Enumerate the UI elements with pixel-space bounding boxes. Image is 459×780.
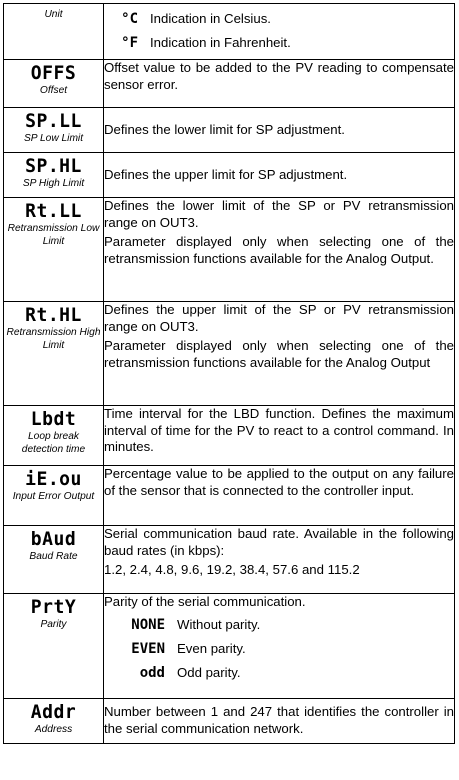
param-code: iE.ou: [25, 468, 82, 490]
param-label: SP High Limit: [22, 178, 85, 189]
param-cell: [4, 198, 104, 302]
param-code: bAud: [30, 528, 77, 550]
description-text: Time interval for the LBD function. Defines the maximum interval of time for the PV to react to a control command. In minutes.: [104, 406, 454, 455]
param-code: OFFS: [30, 62, 77, 84]
table-row: [4, 153, 455, 198]
param-code: Rt.HL: [25, 304, 82, 326]
parameter-table: [3, 3, 455, 744]
param-label: Input Error Output: [12, 491, 95, 502]
description-text: Defines the upper limit for SP adjustment.: [104, 166, 348, 182]
option-text: Without parity.: [177, 617, 261, 633]
description-text: Defines the lower limit of the SP or PV retransmission range on OUT3.: [104, 198, 454, 230]
param-label: Unit: [44, 9, 63, 20]
table-row: [4, 406, 455, 466]
table-row: [4, 594, 455, 699]
option-code: °C: [121, 10, 138, 27]
param-code: PrtY: [30, 596, 77, 618]
option-code: EVEN: [131, 641, 165, 658]
option-text: Indication in Celsius.: [150, 10, 271, 26]
param-cell: [4, 60, 104, 108]
option-item: [104, 638, 454, 662]
option-code: °F: [121, 34, 138, 51]
option-item: [104, 31, 454, 55]
description-cell: [104, 526, 455, 594]
description-text: Defines the upper limit of the SP or PV retransmission range on OUT3.: [104, 302, 454, 334]
option-item: [104, 662, 454, 686]
param-label: Loop break detection time: [21, 431, 86, 455]
description-cell: [104, 108, 455, 153]
table-row: [4, 4, 455, 60]
param-code: SP.HL: [25, 155, 82, 177]
description-text: Number between 1 and 247 that identifies the controller in the serial communication network.: [104, 704, 454, 736]
param-cell: [4, 699, 104, 744]
param-label: Retransmission High Limit: [6, 327, 101, 351]
description-cell: [104, 198, 455, 302]
description-cell: [104, 594, 455, 699]
description-cell: [104, 406, 455, 466]
option-text: Odd parity.: [177, 665, 241, 681]
option-item: [104, 7, 454, 31]
param-label: Baud Rate: [29, 551, 78, 562]
description-cell: [104, 466, 455, 526]
param-label: Parity: [40, 619, 67, 630]
table-row: [4, 699, 455, 744]
option-text: Indication in Fahrenheit.: [150, 34, 291, 50]
param-cell: [4, 466, 104, 526]
description-cell: [104, 302, 455, 406]
option-code: NONE: [131, 617, 165, 634]
param-code: Addr: [30, 701, 77, 723]
table-row: [4, 198, 455, 302]
param-label: Offset: [39, 85, 68, 96]
param-label: SP Low Limit: [23, 133, 84, 144]
param-cell: [4, 594, 104, 699]
option-item: [104, 614, 454, 638]
option-code: odd: [139, 665, 165, 682]
table-row: [4, 526, 455, 594]
description-cell: [104, 4, 455, 60]
param-cell: [4, 406, 104, 466]
param-code: Lbdt: [30, 408, 77, 430]
description-text: Parameter displayed only when selecting one of the retransmission functions available for the Analog Output: [104, 338, 454, 370]
param-cell: [4, 4, 104, 60]
param-label: Address: [34, 724, 73, 735]
description-text: 1.2, 2.4, 4.8, 9.6, 19.2, 38.4, 57.6 and 115.2: [104, 562, 360, 578]
description-text: Parity of the serial communication.: [104, 594, 306, 609]
description-cell: [104, 153, 455, 198]
param-label: Retransmission Low Limit: [7, 223, 100, 247]
description-text: Defines the lower limit for SP adjustment.: [104, 121, 345, 137]
table-row: [4, 60, 455, 108]
description-text: Offset value to be added to the PV reading to compensate sensor error.: [104, 60, 454, 92]
param-code: Rt.LL: [25, 200, 82, 222]
description-text: Serial communication baud rate. Available in the following baud rates (in kbps):: [104, 526, 454, 558]
param-code: SP.LL: [25, 110, 82, 132]
param-cell: [4, 526, 104, 594]
option-text: Even parity.: [177, 641, 246, 657]
description-text: Parameter displayed only when selecting one of the retransmission functions available for the Analog Output.: [104, 234, 454, 266]
description-cell: [104, 60, 455, 108]
table-row: [4, 466, 455, 526]
table-row: [4, 302, 455, 406]
param-cell: [4, 153, 104, 198]
param-cell: [4, 302, 104, 406]
description-text: Percentage value to be applied to the output on any failure of the sensor that is connected to the controller input.: [104, 466, 454, 498]
table-row: [4, 108, 455, 153]
description-cell: [104, 699, 455, 744]
param-cell: [4, 108, 104, 153]
